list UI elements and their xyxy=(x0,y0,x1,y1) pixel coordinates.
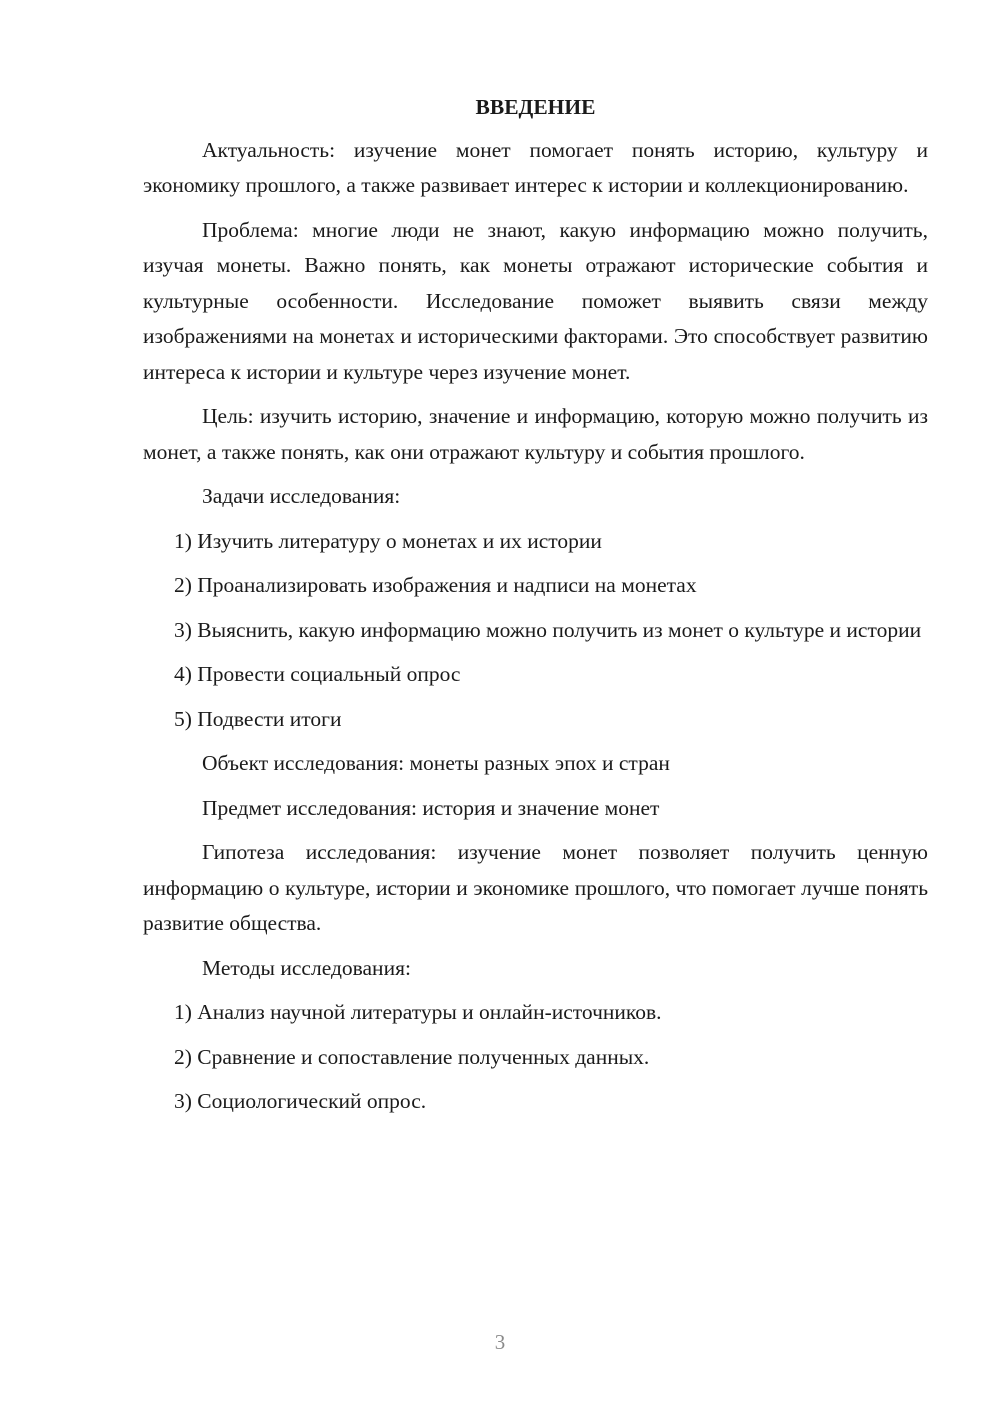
goal-paragraph: Цель: изучить историю, значение и информацию, которую можно получить из монет, а также понять, как они отражают культуру и события прошлого. xyxy=(143,404,928,464)
relevance-paragraph: Актуальность: изучение монет помогает понять историю, культуру и экономику прошлого, а также развивает интерес к истории и коллекционированию. xyxy=(143,137,928,197)
methods-list xyxy=(143,995,928,1120)
task-item: 2) Проанализировать изображения и надписи на монетах xyxy=(174,573,697,597)
hypothesis-paragraph: Гипотеза исследования: изучение монет позволяет получить ценную информацию о культуре, истории и экономике прошлого, что помогает лучше понять развитие общества. xyxy=(143,840,928,935)
problem-paragraph: Проблема: многие люди не знают, какую информацию можно получить, изучая монеты. Важно понять, как монеты отражают исторические события и культурные особенности. Исследование поможет выявить связи между изображениями на монетах и историческими факторами. Это способствует развитию интереса к истории и культуре через изучение монет. xyxy=(143,217,928,384)
task-item: 4) Провести социальный опрос xyxy=(174,662,461,686)
document-title: ВВЕДЕНИЕ xyxy=(475,95,596,119)
document-page xyxy=(143,90,928,1129)
task-item: 1) Изучить литературу о монетах и их истории xyxy=(174,528,602,553)
method-item: 3) Социологический опрос. xyxy=(174,1089,427,1113)
task-item: 5) Подвести итоги xyxy=(174,706,342,731)
tasks-list xyxy=(143,524,928,738)
tasks-heading: Задачи исследования: xyxy=(202,484,401,508)
task-item: 3) Выяснить, какую информацию можно получить из монет о культуре и истории xyxy=(174,617,922,642)
page-number: 3 xyxy=(494,1330,506,1354)
method-item: 2) Сравнение и сопоставление полученных данных. xyxy=(174,1044,650,1069)
research-subject: Предмет исследования: история и значение монет xyxy=(202,795,660,820)
method-item: 1) Анализ научной литературы и онлайн-источников. xyxy=(174,1000,662,1024)
methods-heading: Методы исследования: xyxy=(202,955,411,980)
research-object: Объект исследования: монеты разных эпох и стран xyxy=(202,751,670,775)
